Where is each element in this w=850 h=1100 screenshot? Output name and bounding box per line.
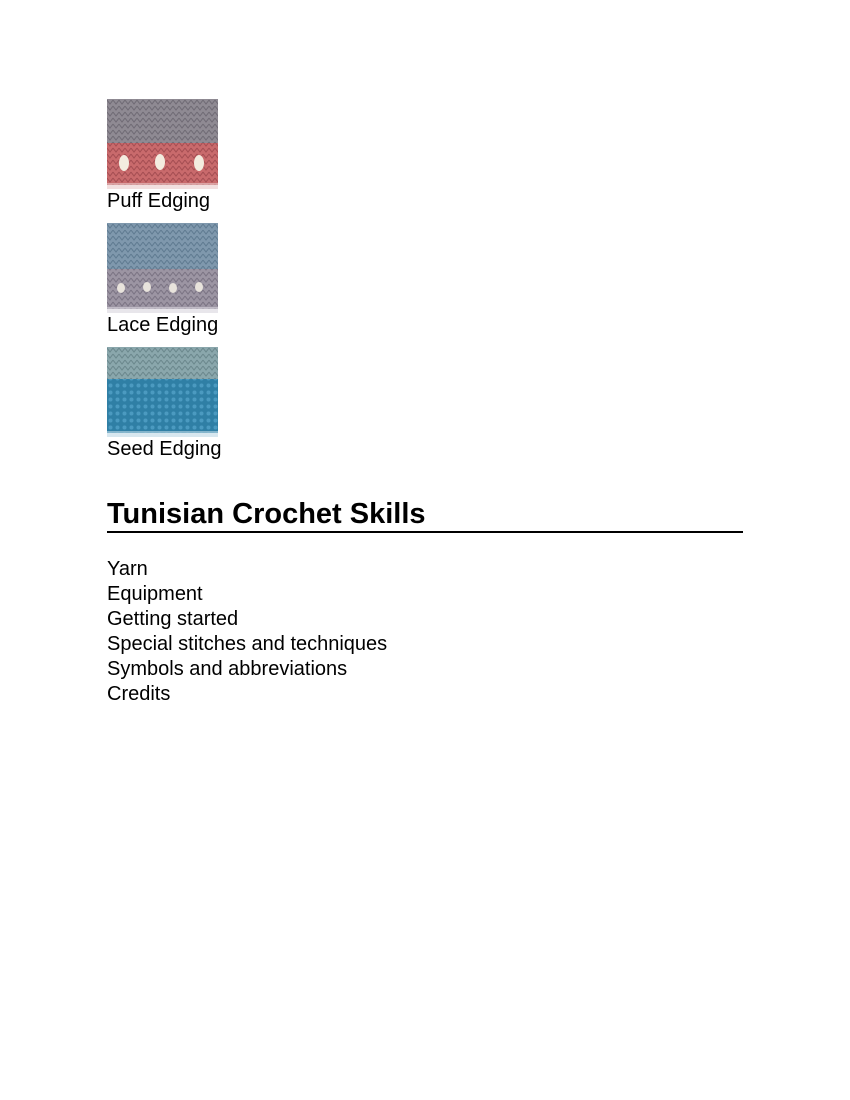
skills-list-item-special-stitches[interactable]: Special stitches and techniques [107, 633, 388, 656]
page-content [107, 99, 743, 707]
puff-edging-swatch-icon [107, 99, 218, 189]
seed-edging-swatch-icon [107, 347, 218, 437]
skills-list-item-getting-started[interactable]: Getting started [107, 608, 239, 631]
skills-list [107, 557, 743, 707]
skills-list-item-symbols[interactable]: Symbols and abbreviations [107, 658, 348, 681]
skills-list-item-equipment[interactable]: Equipment [107, 583, 203, 606]
edging-label: Seed Edging [107, 438, 222, 460]
section-title: Tunisian Crochet Skills [107, 497, 743, 533]
edging-lace [107, 223, 743, 337]
edging-label: Puff Edging [107, 190, 211, 212]
skills-list-item-credits[interactable]: Credits [107, 683, 171, 706]
edging-seed [107, 347, 743, 461]
edging-label: Lace Edging [107, 314, 219, 336]
edging-puff [107, 99, 743, 213]
skills-list-item-yarn[interactable]: Yarn [107, 558, 148, 581]
lace-edging-swatch-icon [107, 223, 218, 313]
